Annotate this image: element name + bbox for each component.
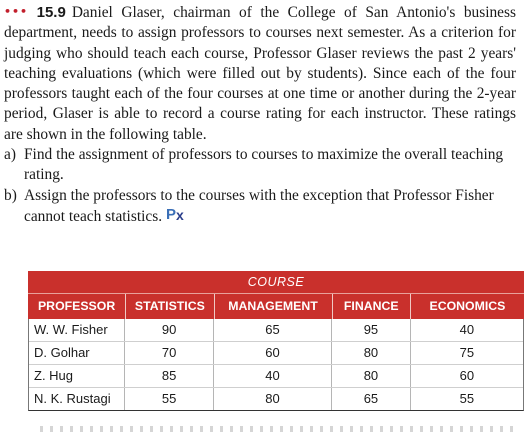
difficulty-dots: ••• bbox=[4, 5, 29, 18]
problem-part-b bbox=[4, 186, 516, 228]
px-logo-icon bbox=[166, 206, 190, 222]
cell-finance: 95 bbox=[332, 319, 411, 341]
problem-part-a bbox=[4, 145, 516, 186]
header-statistics: STATISTICS bbox=[126, 294, 214, 319]
cropped-next-line bbox=[40, 426, 520, 432]
cell-statistics: 90 bbox=[125, 319, 213, 341]
cell-economics: 40 bbox=[459, 322, 475, 337]
table-body bbox=[28, 319, 524, 411]
cell-economics: 60 bbox=[459, 368, 475, 383]
header-management: MANAGEMENT bbox=[215, 294, 333, 319]
cell-economics: 75 bbox=[459, 345, 475, 360]
cell-statistics: 85 bbox=[125, 365, 213, 387]
table-row bbox=[29, 341, 523, 364]
svg-text:P: P bbox=[166, 205, 177, 222]
part-text: Find the assignment of professors to courses to maximize the overall teaching rating. bbox=[24, 146, 504, 184]
cell-professor: N. K. Rustagi bbox=[29, 388, 125, 410]
problem-number: 15.9 bbox=[36, 4, 66, 21]
course-group-header: COURSE bbox=[28, 271, 524, 293]
header-finance: FINANCE bbox=[333, 294, 411, 319]
cell-finance: 80 bbox=[332, 342, 411, 364]
cell-economics: 55 bbox=[459, 391, 475, 406]
cell-management: 80 bbox=[214, 388, 332, 410]
cell-professor: D. Golhar bbox=[29, 342, 125, 364]
problem-intro bbox=[4, 2, 516, 145]
part-label: a) bbox=[4, 146, 16, 164]
cell-finance: 65 bbox=[332, 388, 411, 410]
problem-text bbox=[4, 2, 516, 227]
header-professor: PROFESSOR bbox=[28, 294, 126, 319]
ratings-table bbox=[28, 271, 524, 411]
svg-text:x: x bbox=[176, 206, 184, 222]
part-text-wrap bbox=[24, 186, 516, 228]
cell-management: 60 bbox=[214, 342, 332, 364]
table-row bbox=[29, 387, 523, 410]
table-row bbox=[29, 319, 523, 341]
cell-statistics: 70 bbox=[125, 342, 213, 364]
problem-intro-text: Daniel Glaser, chairman of the College of San Antonio's business department, needs to assign professors to courses next semester. As a criterion for judging who should teach each course, Professor Glaser reviews the past 2 years' teaching evaluations (which were filled out by students). Since each of the four professors taught each of the four courses at one time or another during the 2-year period, Glaser is able to record a course rating for each instructor. These ratings are shown in the following table. bbox=[4, 4, 516, 143]
table-header-row bbox=[28, 293, 524, 319]
table-row bbox=[29, 364, 523, 387]
cell-management: 65 bbox=[214, 319, 332, 341]
header-economics: ECONOMICS bbox=[429, 299, 506, 313]
cell-professor: Z. Hug bbox=[29, 365, 125, 387]
cell-management: 40 bbox=[214, 365, 332, 387]
part-text: Assign the professors to the courses with the exception that Professor Fisher cannot teach statistics. bbox=[24, 186, 494, 225]
cell-statistics: 55 bbox=[125, 388, 213, 410]
cell-finance: 80 bbox=[332, 365, 411, 387]
part-label: b) bbox=[4, 186, 17, 204]
cell-professor: W. W. Fisher bbox=[29, 319, 125, 341]
